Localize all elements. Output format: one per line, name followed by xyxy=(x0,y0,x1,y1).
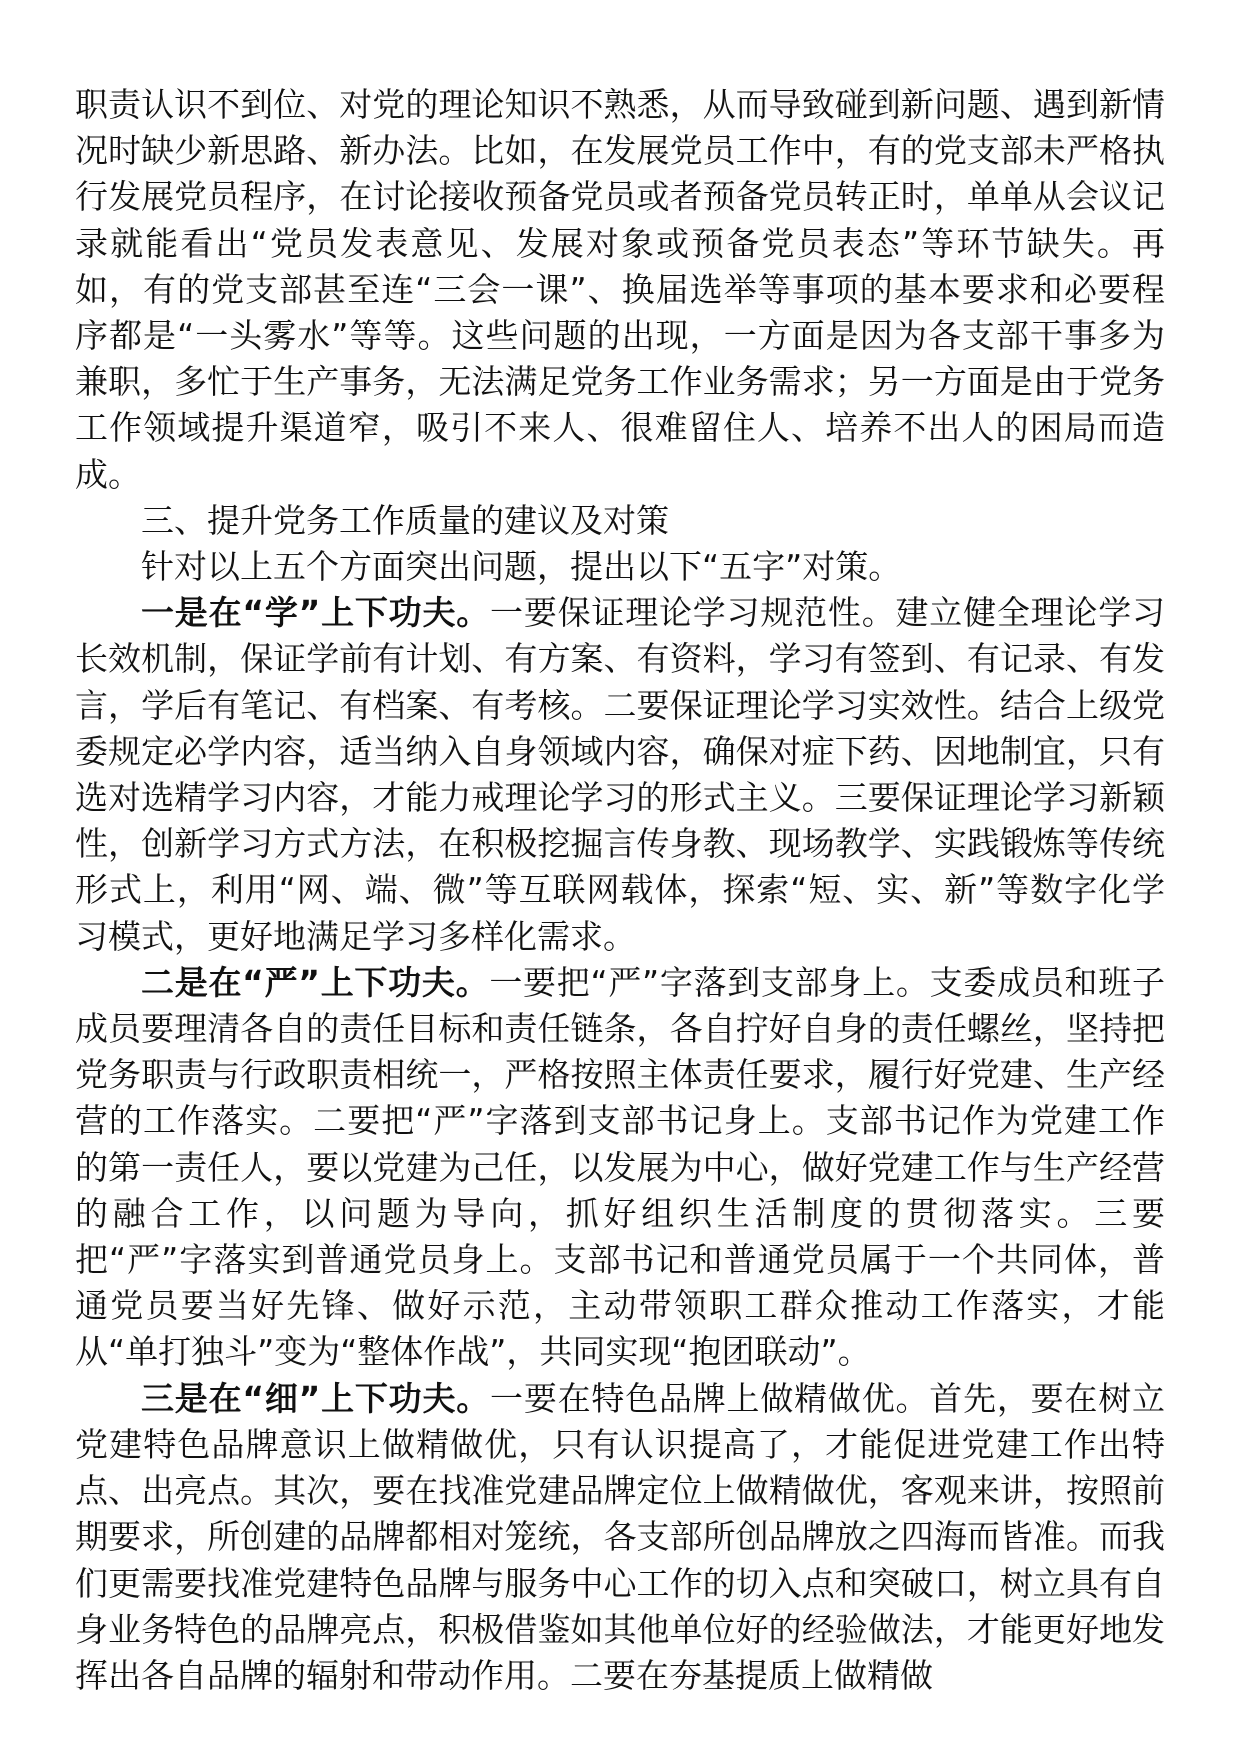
point-3-paragraph xyxy=(75,1376,1165,1699)
point-2-body: 一要把“严”字落到支部身上。支委成员和班子成员要理清各自的责任目标和责任链条，各自拧好自身的责任螺丝，坚持把党务职责与行政职责相统一，严格按照主体责任要求，履行好党建、生产经营的工作落实。二要把“严”字落到支部书记身上。支部书记作为党建工作的第一责任人，要以党建为己任，以发展为中心，做好党建工作与生产经营的融合工作，以问题为导向，抓好组织生活制度的贯彻落实。三要把“严”字落实到普通党员身上。支部书记和普通党员属于一个共同体，普通党员要当好先锋、做好示范，主动带领职工群众推动工作落实，才能从“单打独斗”变为“整体作战”，共同实现“抱团联动”。 xyxy=(75,962,1165,1372)
point-1-body: 一要保证理论学习规范性。建立健全理论学习长效机制，保证学前有计划、有方案、有资料，学习有签到、有记录、有发言，学后有笔记、有档案、有考核。二要保证理论学习实效性。结合上级党委规定必学内容，适当纳入自身领域内容，确保对症下药、因地制宜，只有选对选精学习内容，才能力戒理论学习的形式主义。三要保证理论学习新颖性，创新学习方式方法，在积极挖掘言传身教、现场教学、实践锻炼等传统形式上，利用“网、端、微”等互联网载体，探索“短、实、新”等数字化学习模式，更好地满足学习多样化需求。 xyxy=(75,593,1165,956)
section-heading: 三、提升党务工作质量的建议及对策 xyxy=(141,500,669,540)
intro-paragraph: 针对以上五个方面突出问题，提出以下“五字”对策。 xyxy=(141,547,902,587)
point-2-paragraph xyxy=(75,960,1165,1376)
point-2-lead: 二是在“严”上下功夫。 xyxy=(141,962,490,1002)
paragraph-continued: 职责认识不到位、对党的理论知识不熟悉，从而导致碰到新问题、遇到新情况时缺少新思路、新办法。比如，在发展党员工作中，有的党支部未严格执行发展党员程序，在讨论接收预备党员或者预备党员转正时，单单从会议记录就能看出“党员发表意见、发展对象或预备党员表态”等环节缺失。再如，有的党支部甚至连“三会一课”、换届选举等事项的基本要求和必要程序都是“一头雾水”等等。这些问题的出现，一方面是因为各支部干事多为兼职，多忙于生产事务，无法满足党务工作业务需求；另一方面是由于党务工作领域提升渠道窄，吸引不来人、很难留住人、培养不出人的困局而造成。 xyxy=(75,85,1165,494)
point-3-body: 一要在特色品牌上做精做优。首先，要在树立党建特色品牌意识上做精做优，只有认识提高了，才能促进党建工作出特点、出亮点。其次，要在找准党建品牌定位上做精做优，客观来讲，按照前期要求，所创建的品牌都相对笼统，各支部所创品牌放之四海而皆准。而我们更需要找准党建特色品牌与服务中心工作的切入点和突破口，树立具有自身业务特色的品牌亮点，积极借鉴如其他单位好的经验做法，才能更好地发挥出各自品牌的辐射和带动作用。二要在夯基提质上做精做 xyxy=(75,1378,1165,1695)
point-3-lead: 三是在“细”上下功夫。 xyxy=(141,1378,491,1418)
document-page xyxy=(75,82,1165,1699)
point-1-paragraph xyxy=(75,590,1165,960)
point-1-lead: 一是在“学”上下功夫。 xyxy=(141,593,491,633)
